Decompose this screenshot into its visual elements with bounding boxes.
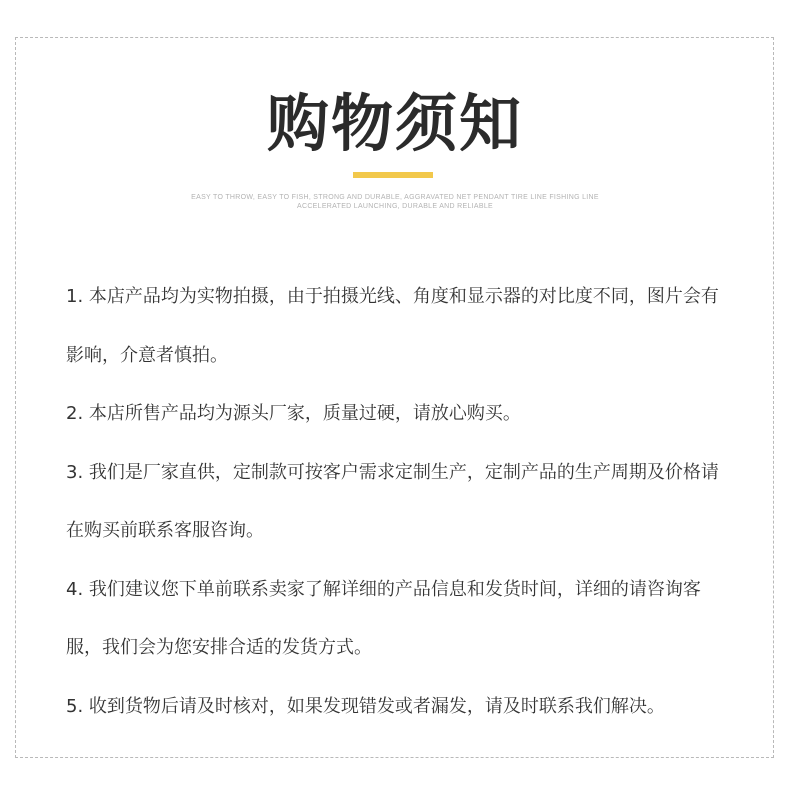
subtitle-line-2: ACCELERATED LAUNCHING, DURABLE AND RELIABLE — [297, 203, 493, 210]
page-title: 购物须知 — [266, 87, 523, 160]
english-subtitle — [140, 193, 650, 211]
notice-item-2: 2. 本店所售产品均为源头厂家，质量过硬，请放心购买。 — [66, 403, 521, 424]
notice-item-3: 3. 我们是厂家直供，定制款可按客户需求定制生产，定制产品的生产周期及价格请在购买前联系客服咨询。 — [66, 461, 719, 541]
notice-item-1: 1. 本店产品均为实物拍摄，由于拍摄光线、角度和显示器的对比度不同，图片会有影响，介意者慎拍。 — [66, 286, 719, 366]
title-underline-accent — [353, 172, 433, 178]
notice-list — [66, 268, 730, 736]
notice-item-4: 4. 我们建议您下单前联系卖家了解详细的产品信息和发货时间，详细的请咨询客服，我们会为您安排合适的发货方式。 — [66, 578, 701, 658]
subtitle-line-1: EASY TO THROW, EASY TO FISH, STRONG AND DURABLE, AGGRAVATED NET PENDANT TIRE LINE FISHING LINE — [191, 194, 599, 201]
notice-item-5: 5. 收到货物后请及时核对，如果发现错发或者漏发，请及时联系我们解决。 — [66, 695, 665, 717]
